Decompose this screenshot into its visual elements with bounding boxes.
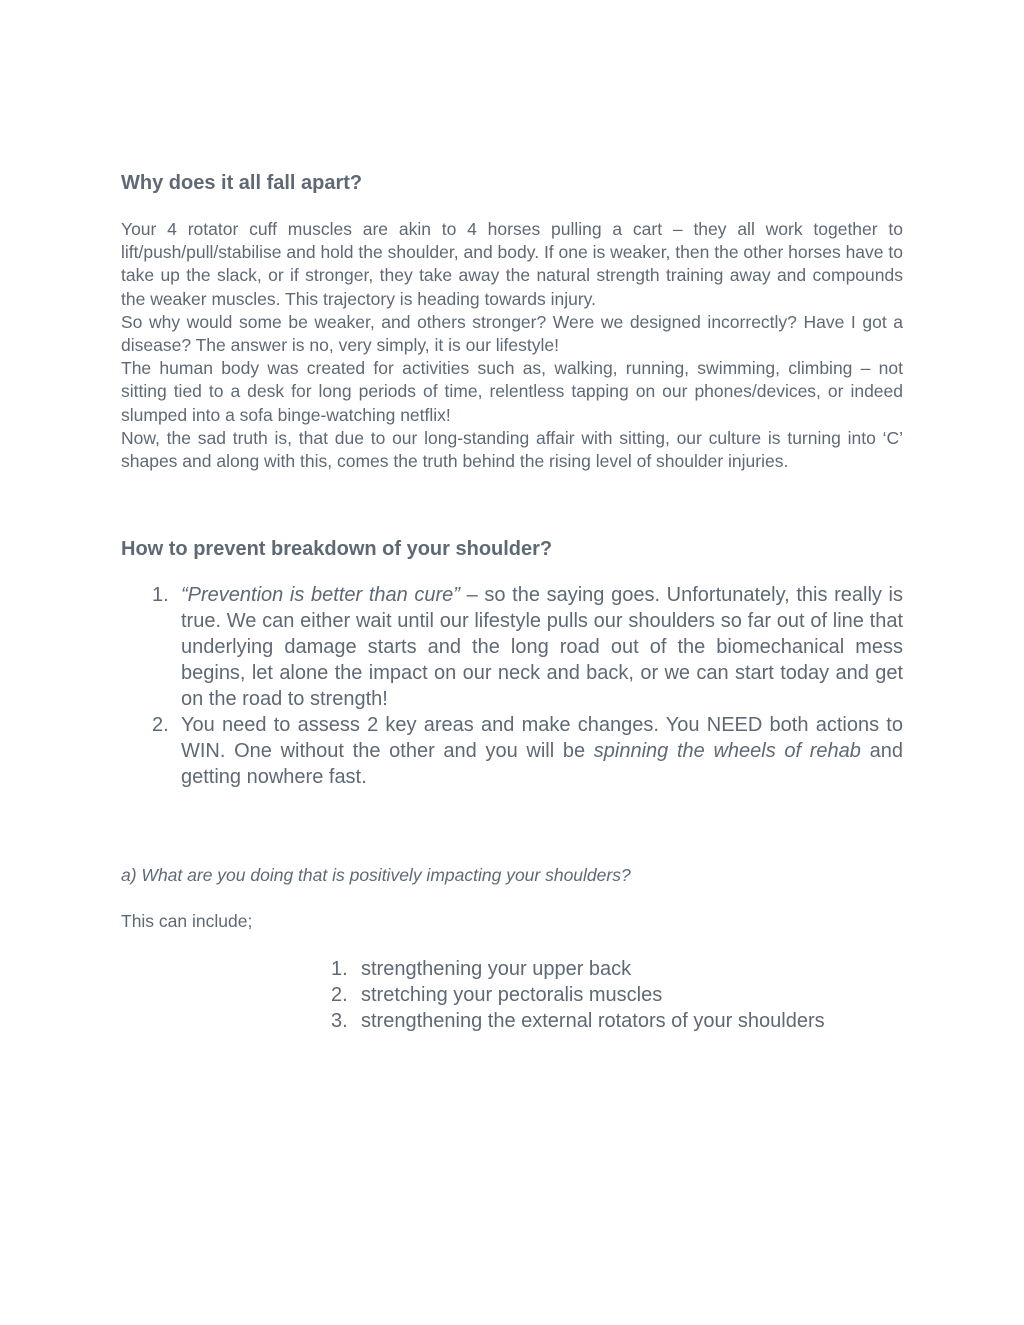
list-item-text [181, 712, 903, 790]
sub-question: a) What are you doing that is positively impacting your shoulders? [121, 865, 631, 886]
paragraph-rotator-cuff: Your 4 rotator cuff muscles are akin to 4 horses pulling a cart – they all work together to lift/push/pull/stabilise and hold the shoulder, and body. If one is weaker, then the other horses have to take up the slack, or if stronger, they take away the natural strength training away and compounds the weaker muscles. This trajectory is heading towards injury. [121, 219, 903, 309]
list-item-text [181, 582, 903, 712]
list-item-number: 1. [331, 958, 348, 981]
list-item-text: strengthening your upper back [361, 958, 632, 981]
list-item-number: 1. [152, 584, 169, 607]
list-item-body: – so the saying goes. Unfortunately, this really is true. We can either wait until our lifestyle pulls our shoulders so far out of line that underlying damage starts and the long road out of the biomechanical mess begins, let alone the impact on our neck and back, or we can start today and get on the road to strength! [181, 584, 903, 711]
list-item-body: You need to assess 2 key areas and make changes. You NEED both actions to WIN. One without the other and you will be [181, 714, 903, 763]
list-item [331, 956, 1024, 982]
list-item-number: 2. [331, 984, 348, 1007]
list-item [121, 712, 903, 790]
paragraph-weaker-stronger: So why would some be weaker, and others stronger? Were we designed incorrectly? Have I got a disease? The answer is no, very simply, it is our lifestyle! [121, 311, 903, 356]
list-item-number: 2. [152, 714, 169, 737]
rehab-phrase: spinning the wheels of rehab [593, 740, 861, 763]
document-page [121, 170, 903, 1034]
include-label: This can include; [121, 911, 253, 932]
section-heading-fall-apart: Why does it all fall apart? [121, 172, 363, 194]
paragraph-human-body: The human body was created for activities such as, walking, running, swimming, climbing – not sitting tied to a desk for long periods of time, relentless tapping on our phones/devices, or indeed slumped into a sofa binge-watching netflix! [121, 358, 903, 425]
list-item-text: strengthening the external rotators of your shoulders [361, 1010, 825, 1033]
include-list [331, 956, 1024, 1034]
paragraph-sad-truth: Now, the sad truth is, that due to our long-standing affair with sitting, our culture is turning into ‘C’ shapes and along with this, comes the truth behind the rising level of shoulder injuries. [121, 427, 903, 472]
list-item [121, 582, 903, 712]
prevention-quote: “Prevention is better than cure” [181, 584, 460, 607]
list-item [331, 982, 1024, 1008]
list-item [331, 1008, 1024, 1034]
list-item-number: 3. [331, 1010, 348, 1033]
prevention-list [121, 582, 903, 790]
list-item-text: stretching your pectoralis muscles [361, 984, 663, 1007]
list-item-body-end: and getting nowhere fast. [181, 740, 903, 789]
section-heading-prevent-breakdown: How to prevent breakdown of your shoulder? [121, 538, 553, 561]
